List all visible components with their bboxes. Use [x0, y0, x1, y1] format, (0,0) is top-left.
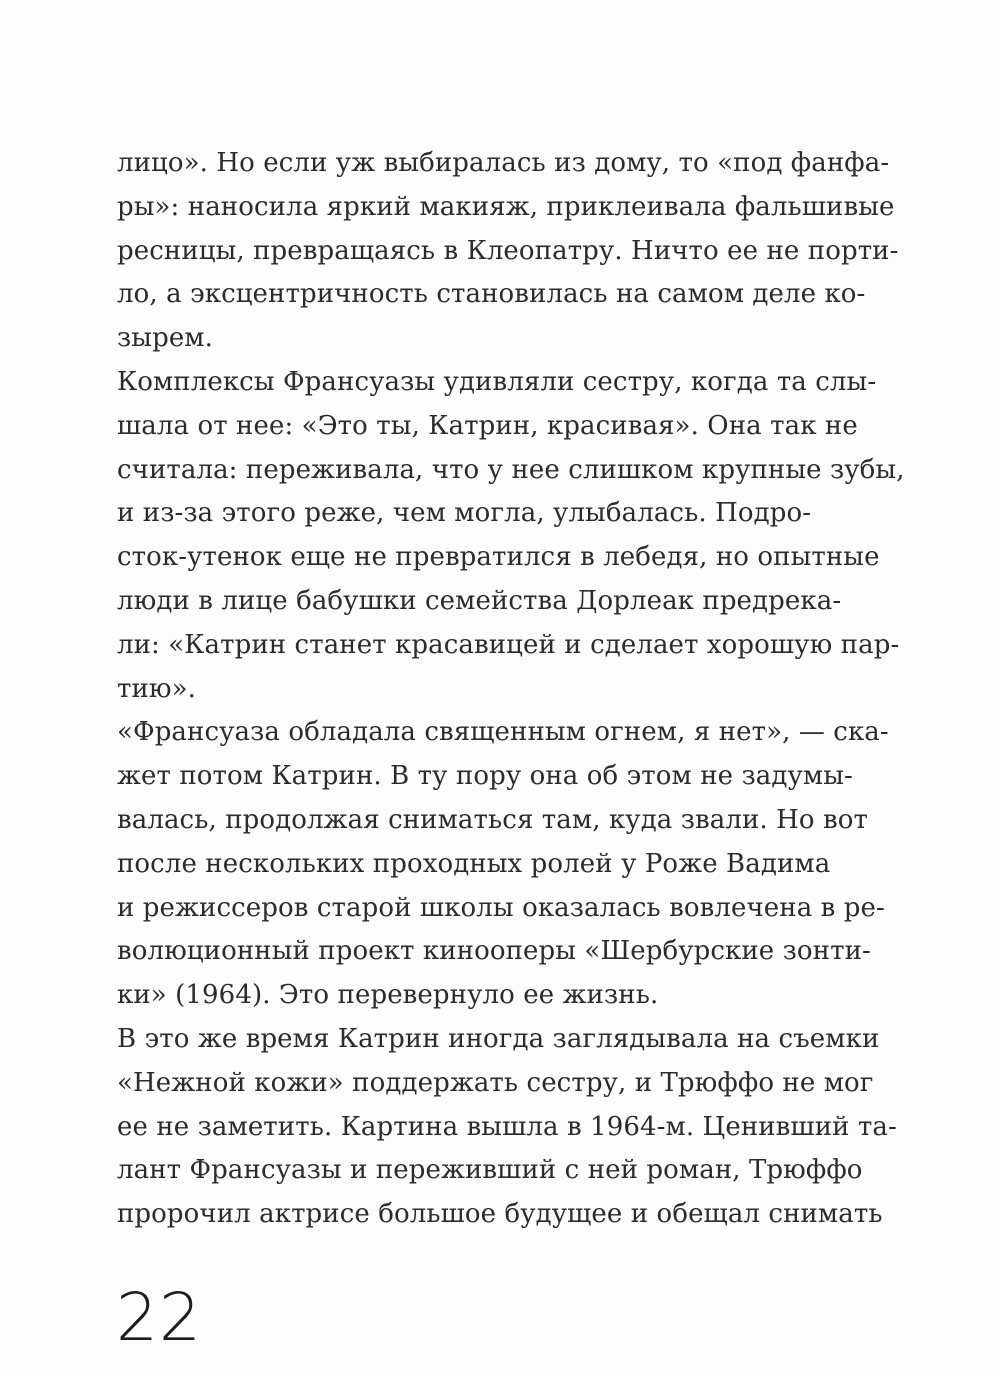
text-line: тию». [117, 673, 197, 704]
text-line: ры»: наносила яркий макияж, приклеивала фальшивые [117, 191, 895, 222]
text-line: считала: переживала, что у нее слишком крупные зубы, [117, 454, 905, 485]
text-line: и из-за этого реже, чем могла, улыбалась. Подро- [117, 498, 812, 529]
text-line: волюционный проект кинооперы «Шербурские зонти- [117, 936, 871, 967]
text-line: «Нежной кожи» поддержать сестру, и Трюффо не мог [117, 1067, 874, 1098]
body-text [117, 142, 905, 1237]
text-line: сток-утенок еще не превратился в лебедя, но опытные [117, 542, 880, 573]
text-line: люди в лице бабушки семейства Дорлеак предрека- [117, 585, 842, 616]
text-line: В это же время Катрин иногда заглядывала на съемки [117, 1023, 880, 1054]
text-line: валась, продолжая сниматься там, куда звали. Но вот [117, 804, 869, 835]
text-line: зырем. [117, 323, 213, 354]
text-line: ли: «Катрин станет красавицей и сделает хорошую пар- [117, 629, 900, 660]
text-line: ло, а эксцентричность становилась на самом деле ко- [117, 279, 866, 310]
text-line: ее не заметить. Картина вышла в 1964-м. Ценивший та- [117, 1111, 897, 1142]
text-line: шала от нее: «Это ты, Катрин, красивая». Она так не [117, 410, 858, 441]
text-line: пророчил актрисе большое будущее и обещал снимать [117, 1199, 883, 1230]
text-line: жет потом Катрин. В ту пору она об этом не задумы- [117, 761, 853, 792]
text-line: и режиссеров старой школы оказалась вовлечена в ре- [117, 892, 885, 923]
text-line: после нескольких проходных ролей у Роже Вадима [117, 848, 831, 879]
text-line: ресницы, превращаясь в Клеопатру. Ничто ее не порти- [117, 235, 899, 266]
page-number: 22 [116, 1279, 202, 1356]
text-line: лант Франсуазы и переживший с ней роман, Трюффо [117, 1155, 863, 1186]
text-line: Комплексы Франсуазы удивляли сестру, когда та слы- [117, 366, 877, 397]
text-line: лицо». Но если уж выбиралась из дому, то «под фанфа- [117, 148, 890, 178]
text-line: «Франсуаза обладала священным огнем, я нет», — ска- [117, 717, 889, 748]
text-line: ки» (1964). Это перевернуло ее жизнь. [117, 980, 659, 1011]
